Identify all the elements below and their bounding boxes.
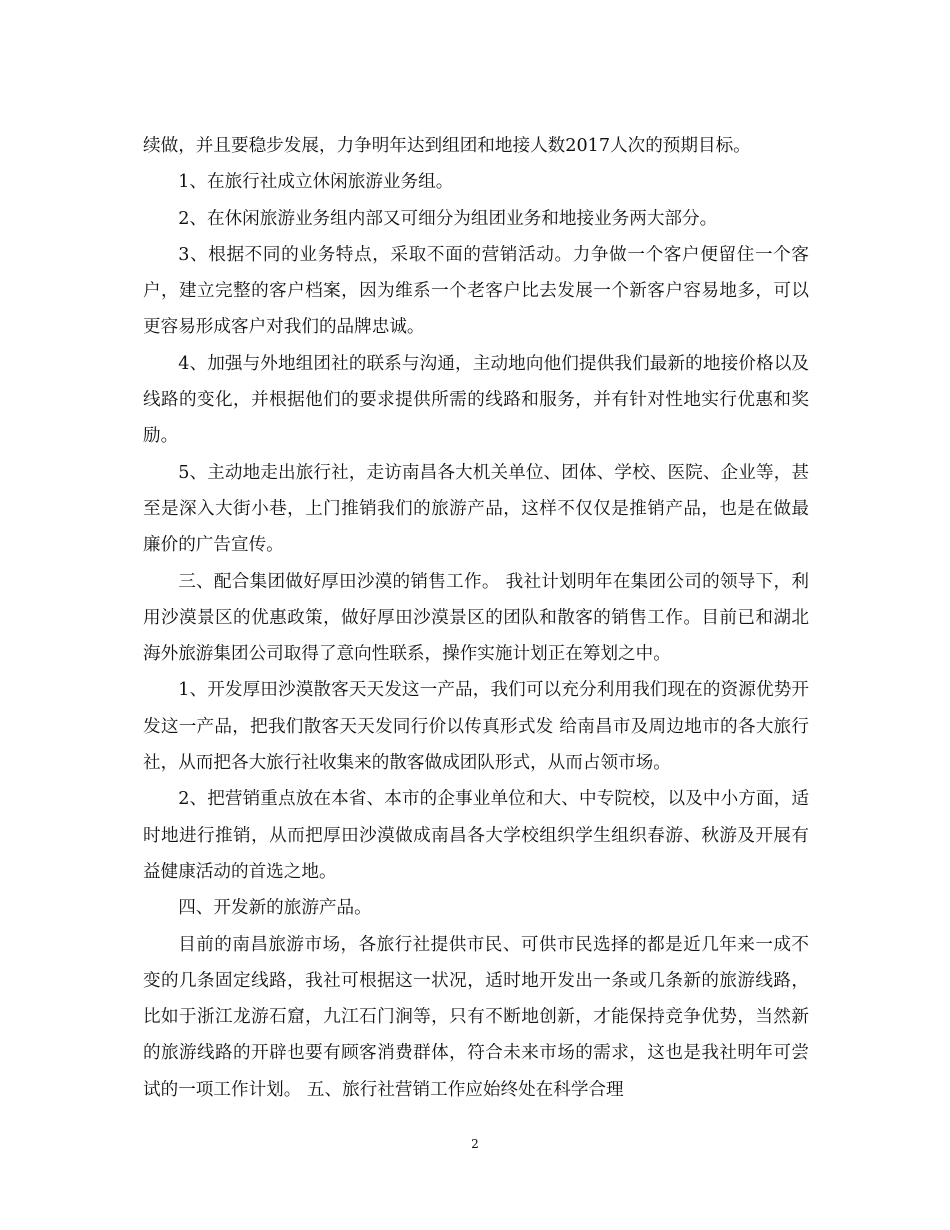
paragraph-desert-item-1: 1、开发厚田沙漠散客天天发这一产品，我们可以充分利用我们现在的资源优势开发这一产品，把我们散客天天发同行价以传真形式发 给南昌市及周边地市的各大旅行社，从而把各大旅行社收集来的散客做成团队形式，从而占领市场。 <box>143 680 809 774</box>
page-number: 2 <box>471 1137 479 1151</box>
paragraph-item-4-partners: 4、加强与外地组团社的联系与沟通，主动地向他们提供我们最新的地接价格以及线路的变化，并根据他们的要求提供所需的线路和服务，并有针对性地实行优惠和奖励。 <box>143 353 809 447</box>
paragraph-item-1-leisure-group: 1、在旅行社成立休闲旅游业务组。 <box>178 172 454 193</box>
paragraph-item-3-marketing: 3、根据不同的业务特点，采取不面的营销活动。力争做一个客户便留住一个客户，建立完整的客户档案，因为维系一个老客户比去发展一个新客户容易地多，可以更容易形成客户对我们的品牌忠诚。 <box>143 244 809 338</box>
paragraph-item-2-subdivision: 2、在休闲旅游业务组内部又可细分为组团业务和地接业务两大部分。 <box>178 208 718 229</box>
paragraph-continuation: 续做，并且要稳步发展，力争明年达到组团和地接人数2017人次的预期目标。 <box>143 136 751 156</box>
paragraph-section-4-body: 目前的南昌旅游市场，各旅行社提供市民、可供市民选择的都是近几年来一成不变的几条固定线路，我社可根据这一状况，适时地开发出一条或几条新的旅游线路，比如于浙江龙游石窟，九江石门涧等，只有不断地创新，才能保持竞争优势，当然新的旅游线路的开辟也要有顾客消费群体，符合未来市场的需求，这也是我社明年可尝试的一项工作计划。 五、旅行社营销工作应始终处在科学合理 <box>143 934 809 1100</box>
paragraph-section-3-desert: 三、配合集团做好厚田沙漠的销售工作。 我社计划明年在集团公司的领导下，利用沙漠景区的优惠政策，做好厚田沙漠景区的团队和散客的销售工作。目前已和湖北海外旅游集团公司取得了意向性联系，操作实施计划正在筹划之中。 <box>143 571 809 665</box>
paragraph-item-5-visits: 5、主动地走出旅行社，走访南昌各大机关单位、团体、学校、医院、企业等，甚至是深入大街小巷，上门推销我们的旅游产品，这样不仅仅是推销产品，也是在做最廉价的广告宣传。 <box>143 462 809 556</box>
document-body <box>143 128 809 1108</box>
paragraph-section-4-heading: 四、开发新的旅游产品。 <box>178 898 372 919</box>
paragraph-desert-item-2: 2、把营销重点放在本省、本市的企事业单位和大、中专院校，以及中小方面，适时地进行推销，从而把厚田沙漠做成南昌各大学校组织学生组织春游、秋游及开展有益健康活动的首选之地。 <box>143 789 809 882</box>
